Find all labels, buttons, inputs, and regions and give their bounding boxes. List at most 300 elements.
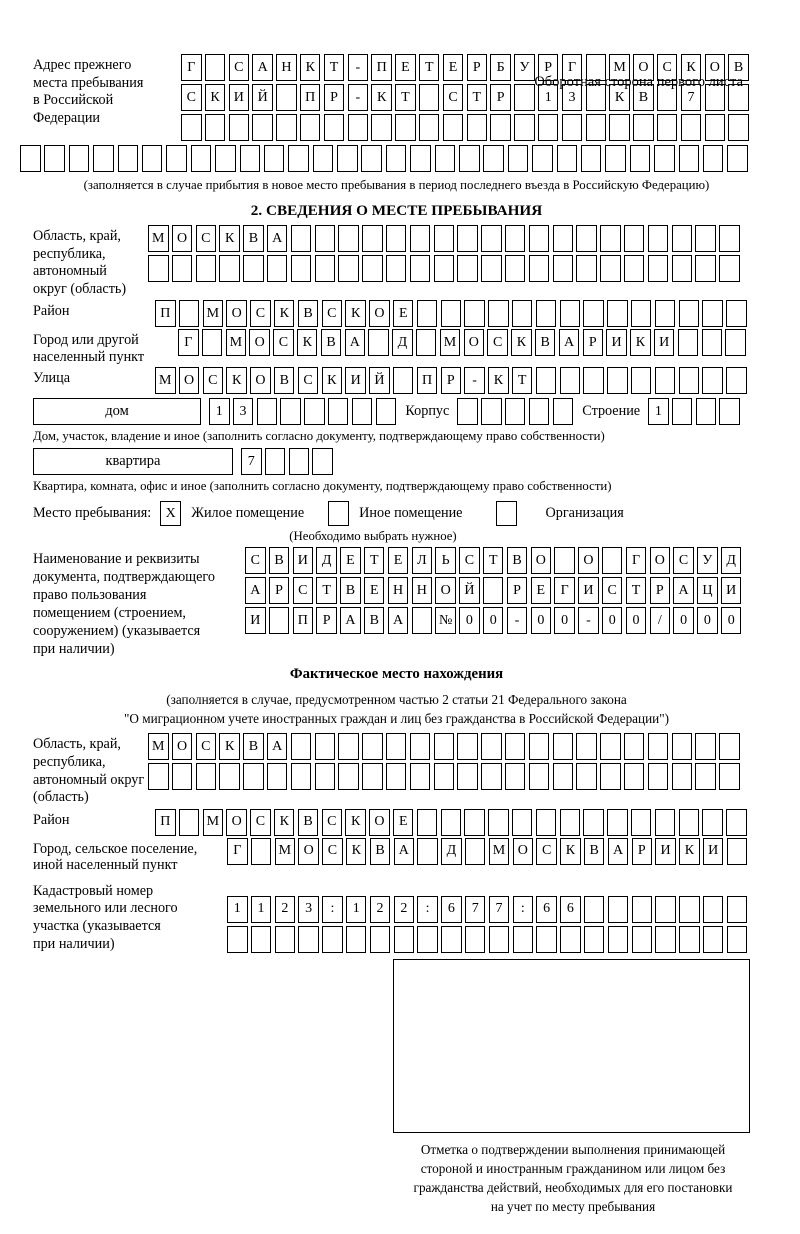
char-cell[interactable]	[600, 225, 621, 252]
char-cell[interactable]	[481, 255, 502, 282]
char-cell[interactable]	[118, 145, 139, 172]
char-cell[interactable]: А	[345, 329, 366, 356]
char-cell[interactable]	[705, 114, 726, 141]
char-cell[interactable]	[315, 225, 336, 252]
char-cell[interactable]: С	[459, 547, 480, 574]
char-cell[interactable]: 0	[697, 607, 718, 634]
char-cell[interactable]	[648, 763, 669, 790]
char-cell[interactable]	[252, 114, 273, 141]
char-cell[interactable]: Ц	[697, 577, 718, 604]
char-cell[interactable]	[386, 733, 407, 760]
char-cell[interactable]	[441, 926, 462, 953]
char-cell[interactable]	[672, 733, 693, 760]
char-cell[interactable]	[529, 733, 550, 760]
char-cell[interactable]	[275, 926, 296, 953]
char-cell[interactable]	[419, 84, 440, 111]
char-cell[interactable]	[457, 255, 478, 282]
char-cell[interactable]	[229, 114, 250, 141]
char-cell[interactable]	[419, 114, 440, 141]
char-cell[interactable]	[631, 300, 652, 327]
char-cell[interactable]: Д	[441, 838, 462, 865]
char-cell[interactable]: Р	[538, 54, 559, 81]
char-cell[interactable]: А	[245, 577, 266, 604]
char-cell[interactable]	[348, 114, 369, 141]
char-cell[interactable]: А	[267, 225, 288, 252]
char-cell[interactable]	[725, 329, 746, 356]
char-cell[interactable]	[288, 145, 309, 172]
stay-type-checkbox-organization[interactable]	[496, 501, 517, 526]
char-cell[interactable]: С	[673, 547, 694, 574]
char-cell[interactable]: Р	[467, 54, 488, 81]
char-cell[interactable]: О	[369, 809, 390, 836]
char-cell[interactable]	[417, 926, 438, 953]
char-cell[interactable]: В	[633, 84, 654, 111]
char-cell[interactable]	[483, 145, 504, 172]
char-cell[interactable]	[727, 926, 748, 953]
char-cell[interactable]	[512, 809, 533, 836]
char-cell[interactable]	[703, 145, 724, 172]
char-cell[interactable]	[441, 300, 462, 327]
char-cell[interactable]	[553, 763, 574, 790]
char-cell[interactable]: 0	[626, 607, 647, 634]
char-cell[interactable]	[166, 145, 187, 172]
char-cell[interactable]: Н	[388, 577, 409, 604]
char-cell[interactable]	[536, 300, 557, 327]
char-cell[interactable]	[719, 763, 740, 790]
char-cell[interactable]	[576, 255, 597, 282]
char-cell[interactable]: К	[300, 54, 321, 81]
char-cell[interactable]	[719, 225, 740, 252]
char-cell[interactable]: П	[300, 84, 321, 111]
char-cell[interactable]	[608, 926, 629, 953]
char-cell[interactable]	[702, 300, 723, 327]
char-cell[interactable]: К	[205, 84, 226, 111]
char-cell[interactable]: Й	[252, 84, 273, 111]
char-cell[interactable]	[69, 145, 90, 172]
char-cell[interactable]	[505, 255, 526, 282]
char-cell[interactable]: Е	[364, 577, 385, 604]
char-cell[interactable]	[148, 763, 169, 790]
char-cell[interactable]: 0	[673, 607, 694, 634]
char-cell[interactable]	[576, 225, 597, 252]
char-cell[interactable]	[264, 145, 285, 172]
char-cell[interactable]	[148, 255, 169, 282]
char-cell[interactable]: И	[293, 547, 314, 574]
char-cell[interactable]	[481, 763, 502, 790]
char-cell[interactable]: 6	[536, 896, 557, 923]
char-cell[interactable]: В	[340, 577, 361, 604]
char-cell[interactable]: А	[340, 607, 361, 634]
char-cell[interactable]	[267, 763, 288, 790]
char-cell[interactable]	[465, 838, 486, 865]
char-cell[interactable]	[338, 225, 359, 252]
char-cell[interactable]	[289, 448, 310, 475]
char-cell[interactable]	[672, 398, 693, 425]
char-cell[interactable]: 2	[370, 896, 391, 923]
char-cell[interactable]	[205, 114, 226, 141]
char-cell[interactable]	[298, 926, 319, 953]
char-cell[interactable]	[536, 809, 557, 836]
char-cell[interactable]: Е	[340, 547, 361, 574]
char-cell[interactable]: С	[273, 329, 294, 356]
char-cell[interactable]: 0	[483, 607, 504, 634]
char-cell[interactable]	[457, 763, 478, 790]
char-cell[interactable]	[410, 225, 431, 252]
char-cell[interactable]	[322, 926, 343, 953]
char-cell[interactable]	[648, 255, 669, 282]
char-cell[interactable]	[726, 367, 747, 394]
char-cell[interactable]	[679, 300, 700, 327]
char-cell[interactable]	[362, 225, 383, 252]
char-cell[interactable]	[703, 926, 724, 953]
char-cell[interactable]: -	[348, 84, 369, 111]
char-cell[interactable]	[291, 763, 312, 790]
char-cell[interactable]: :	[417, 896, 438, 923]
char-cell[interactable]	[338, 733, 359, 760]
char-cell[interactable]	[632, 896, 653, 923]
char-cell[interactable]: 7	[489, 896, 510, 923]
char-cell[interactable]	[481, 733, 502, 760]
char-cell[interactable]	[417, 300, 438, 327]
char-cell[interactable]: -	[464, 367, 485, 394]
char-cell[interactable]	[600, 255, 621, 282]
char-cell[interactable]	[608, 896, 629, 923]
char-cell[interactable]: С	[487, 329, 508, 356]
char-cell[interactable]	[457, 398, 478, 425]
char-cell[interactable]: Н	[276, 54, 297, 81]
char-cell[interactable]: В	[321, 329, 342, 356]
char-cell[interactable]: -	[578, 607, 599, 634]
char-cell[interactable]: И	[721, 577, 742, 604]
char-cell[interactable]: М	[440, 329, 461, 356]
char-cell[interactable]	[179, 300, 200, 327]
char-cell[interactable]	[465, 926, 486, 953]
char-cell[interactable]: К	[345, 809, 366, 836]
char-cell[interactable]	[196, 255, 217, 282]
char-cell[interactable]: С	[298, 367, 319, 394]
char-cell[interactable]	[93, 145, 114, 172]
char-cell[interactable]	[719, 398, 740, 425]
char-cell[interactable]	[142, 145, 163, 172]
char-cell[interactable]: М	[489, 838, 510, 865]
char-cell[interactable]	[338, 763, 359, 790]
char-cell[interactable]	[702, 329, 723, 356]
char-cell[interactable]: К	[219, 225, 240, 252]
char-cell[interactable]	[441, 809, 462, 836]
char-cell[interactable]	[215, 145, 236, 172]
char-cell[interactable]: 2	[275, 896, 296, 923]
char-cell[interactable]	[464, 809, 485, 836]
char-cell[interactable]	[512, 300, 533, 327]
char-cell[interactable]	[459, 145, 480, 172]
char-cell[interactable]: О	[531, 547, 552, 574]
char-cell[interactable]	[679, 926, 700, 953]
char-cell[interactable]	[376, 398, 397, 425]
char-cell[interactable]	[362, 733, 383, 760]
char-cell[interactable]	[726, 300, 747, 327]
char-cell[interactable]	[695, 255, 716, 282]
char-cell[interactable]: К	[219, 733, 240, 760]
char-cell[interactable]	[624, 763, 645, 790]
char-cell[interactable]	[727, 145, 748, 172]
char-cell[interactable]: Й	[459, 577, 480, 604]
char-cell[interactable]	[172, 763, 193, 790]
char-cell[interactable]: 1	[251, 896, 272, 923]
char-cell[interactable]	[726, 809, 747, 836]
char-cell[interactable]: Р	[650, 577, 671, 604]
char-cell[interactable]: В	[535, 329, 556, 356]
char-cell[interactable]: Т	[626, 577, 647, 604]
char-cell[interactable]	[607, 809, 628, 836]
char-cell[interactable]: Е	[531, 577, 552, 604]
char-cell[interactable]: О	[650, 547, 671, 574]
char-cell[interactable]	[313, 145, 334, 172]
char-cell[interactable]: 0	[721, 607, 742, 634]
char-cell[interactable]	[457, 225, 478, 252]
char-cell[interactable]	[386, 763, 407, 790]
char-cell[interactable]: С	[536, 838, 557, 865]
char-cell[interactable]: К	[681, 54, 702, 81]
char-cell[interactable]: А	[673, 577, 694, 604]
char-cell[interactable]: К	[560, 838, 581, 865]
char-cell[interactable]	[584, 896, 605, 923]
char-cell[interactable]	[560, 300, 581, 327]
char-cell[interactable]: О	[298, 838, 319, 865]
char-cell[interactable]	[553, 255, 574, 282]
char-cell[interactable]	[560, 926, 581, 953]
char-cell[interactable]	[648, 225, 669, 252]
char-cell[interactable]: В	[728, 54, 749, 81]
char-cell[interactable]: В	[298, 300, 319, 327]
char-cell[interactable]: 3	[562, 84, 583, 111]
char-cell[interactable]	[467, 114, 488, 141]
char-cell[interactable]: Р	[583, 329, 604, 356]
char-cell[interactable]: /	[650, 607, 671, 634]
char-cell[interactable]	[337, 145, 358, 172]
char-cell[interactable]	[655, 926, 676, 953]
char-cell[interactable]	[361, 145, 382, 172]
char-cell[interactable]	[514, 114, 535, 141]
char-cell[interactable]	[434, 225, 455, 252]
char-cell[interactable]: 0	[602, 607, 623, 634]
char-cell[interactable]	[695, 225, 716, 252]
char-cell[interactable]	[368, 329, 389, 356]
char-cell[interactable]: О	[172, 225, 193, 252]
char-cell[interactable]	[251, 838, 272, 865]
char-cell[interactable]	[513, 926, 534, 953]
char-cell[interactable]	[179, 809, 200, 836]
char-cell[interactable]	[267, 255, 288, 282]
char-cell[interactable]: К	[226, 367, 247, 394]
char-cell[interactable]	[412, 607, 433, 634]
char-cell[interactable]: Ь	[435, 547, 456, 574]
char-cell[interactable]: С	[250, 809, 271, 836]
char-cell[interactable]: И	[245, 607, 266, 634]
char-cell[interactable]: В	[274, 367, 295, 394]
char-cell[interactable]	[269, 607, 290, 634]
char-cell[interactable]	[172, 255, 193, 282]
char-cell[interactable]: Т	[324, 54, 345, 81]
char-cell[interactable]: С	[322, 838, 343, 865]
char-cell[interactable]: О	[226, 300, 247, 327]
char-cell[interactable]	[678, 329, 699, 356]
char-cell[interactable]: М	[609, 54, 630, 81]
char-cell[interactable]: :	[513, 896, 534, 923]
char-cell[interactable]: С	[322, 809, 343, 836]
char-cell[interactable]	[702, 809, 723, 836]
char-cell[interactable]	[631, 367, 652, 394]
char-cell[interactable]	[679, 145, 700, 172]
char-cell[interactable]: 1	[227, 896, 248, 923]
char-cell[interactable]	[443, 114, 464, 141]
char-cell[interactable]	[695, 763, 716, 790]
char-cell[interactable]	[489, 926, 510, 953]
char-cell[interactable]: С	[245, 547, 266, 574]
char-cell[interactable]: -	[507, 607, 528, 634]
char-cell[interactable]	[202, 329, 223, 356]
char-cell[interactable]: 0	[554, 607, 575, 634]
char-cell[interactable]	[483, 577, 504, 604]
char-cell[interactable]: Т	[512, 367, 533, 394]
char-cell[interactable]: С	[181, 84, 202, 111]
char-cell[interactable]	[315, 733, 336, 760]
char-cell[interactable]	[300, 114, 321, 141]
char-cell[interactable]: -	[348, 54, 369, 81]
char-cell[interactable]	[632, 926, 653, 953]
char-cell[interactable]	[609, 114, 630, 141]
char-cell[interactable]	[560, 367, 581, 394]
char-cell[interactable]	[655, 367, 676, 394]
char-cell[interactable]	[416, 329, 437, 356]
char-cell[interactable]	[695, 733, 716, 760]
char-cell[interactable]: А	[267, 733, 288, 760]
char-cell[interactable]: Е	[388, 547, 409, 574]
char-cell[interactable]: А	[388, 607, 409, 634]
char-cell[interactable]	[655, 896, 676, 923]
char-cell[interactable]: К	[609, 84, 630, 111]
char-cell[interactable]: Е	[393, 300, 414, 327]
char-cell[interactable]	[434, 733, 455, 760]
char-cell[interactable]: П	[155, 809, 176, 836]
char-cell[interactable]	[265, 448, 286, 475]
char-cell[interactable]: М	[203, 809, 224, 836]
char-cell[interactable]	[576, 733, 597, 760]
char-cell[interactable]: О	[705, 54, 726, 81]
char-cell[interactable]	[291, 225, 312, 252]
char-cell[interactable]: Р	[316, 607, 337, 634]
char-cell[interactable]: Г	[626, 547, 647, 574]
char-cell[interactable]: В	[243, 225, 264, 252]
char-cell[interactable]: К	[371, 84, 392, 111]
char-cell[interactable]: Т	[483, 547, 504, 574]
char-cell[interactable]: М	[275, 838, 296, 865]
char-cell[interactable]	[205, 54, 226, 81]
char-cell[interactable]	[727, 838, 748, 865]
char-cell[interactable]: К	[297, 329, 318, 356]
char-cell[interactable]	[324, 114, 345, 141]
char-cell[interactable]: И	[606, 329, 627, 356]
char-cell[interactable]: А	[252, 54, 273, 81]
char-cell[interactable]: П	[417, 367, 438, 394]
char-cell[interactable]: Р	[269, 577, 290, 604]
char-cell[interactable]	[679, 367, 700, 394]
char-cell[interactable]	[393, 367, 414, 394]
char-cell[interactable]: 1	[346, 896, 367, 923]
char-cell[interactable]: Е	[395, 54, 416, 81]
char-cell[interactable]	[505, 398, 526, 425]
char-cell[interactable]: Р	[324, 84, 345, 111]
char-cell[interactable]	[600, 733, 621, 760]
char-cell[interactable]	[276, 84, 297, 111]
char-cell[interactable]: И	[703, 838, 724, 865]
char-cell[interactable]: 1	[538, 84, 559, 111]
char-cell[interactable]	[536, 926, 557, 953]
char-cell[interactable]	[581, 145, 602, 172]
char-cell[interactable]	[586, 114, 607, 141]
char-cell[interactable]: 7	[681, 84, 702, 111]
char-cell[interactable]	[681, 114, 702, 141]
char-cell[interactable]	[648, 733, 669, 760]
char-cell[interactable]	[703, 896, 724, 923]
char-cell[interactable]: К	[630, 329, 651, 356]
char-cell[interactable]	[219, 255, 240, 282]
char-cell[interactable]: О	[172, 733, 193, 760]
char-cell[interactable]: Т	[467, 84, 488, 111]
char-cell[interactable]	[607, 367, 628, 394]
char-cell[interactable]: О	[513, 838, 534, 865]
char-cell[interactable]: С	[229, 54, 250, 81]
char-cell[interactable]	[362, 763, 383, 790]
char-cell[interactable]	[607, 300, 628, 327]
char-cell[interactable]: Д	[392, 329, 413, 356]
char-cell[interactable]	[529, 763, 550, 790]
char-cell[interactable]	[362, 255, 383, 282]
char-cell[interactable]	[395, 114, 416, 141]
char-cell[interactable]: 3	[298, 896, 319, 923]
char-cell[interactable]	[434, 763, 455, 790]
char-cell[interactable]	[529, 225, 550, 252]
char-cell[interactable]	[655, 300, 676, 327]
char-cell[interactable]: О	[435, 577, 456, 604]
char-cell[interactable]	[633, 114, 654, 141]
char-cell[interactable]	[346, 926, 367, 953]
char-cell[interactable]	[181, 114, 202, 141]
char-cell[interactable]: 6	[441, 896, 462, 923]
char-cell[interactable]	[227, 926, 248, 953]
char-cell[interactable]: К	[346, 838, 367, 865]
char-cell[interactable]	[240, 145, 261, 172]
char-cell[interactable]: М	[148, 733, 169, 760]
char-cell[interactable]: Г	[181, 54, 202, 81]
char-cell[interactable]: К	[345, 300, 366, 327]
char-cell[interactable]	[576, 763, 597, 790]
char-cell[interactable]	[44, 145, 65, 172]
char-cell[interactable]	[600, 763, 621, 790]
char-cell[interactable]	[280, 398, 301, 425]
char-cell[interactable]	[514, 84, 535, 111]
char-cell[interactable]: К	[488, 367, 509, 394]
char-cell[interactable]: Г	[227, 838, 248, 865]
char-cell[interactable]: М	[155, 367, 176, 394]
char-cell[interactable]: С	[602, 577, 623, 604]
char-cell[interactable]: О	[578, 547, 599, 574]
char-cell[interactable]: М	[148, 225, 169, 252]
char-cell[interactable]	[417, 809, 438, 836]
char-cell[interactable]	[727, 896, 748, 923]
char-cell[interactable]	[291, 255, 312, 282]
char-cell[interactable]	[338, 255, 359, 282]
char-cell[interactable]	[251, 926, 272, 953]
